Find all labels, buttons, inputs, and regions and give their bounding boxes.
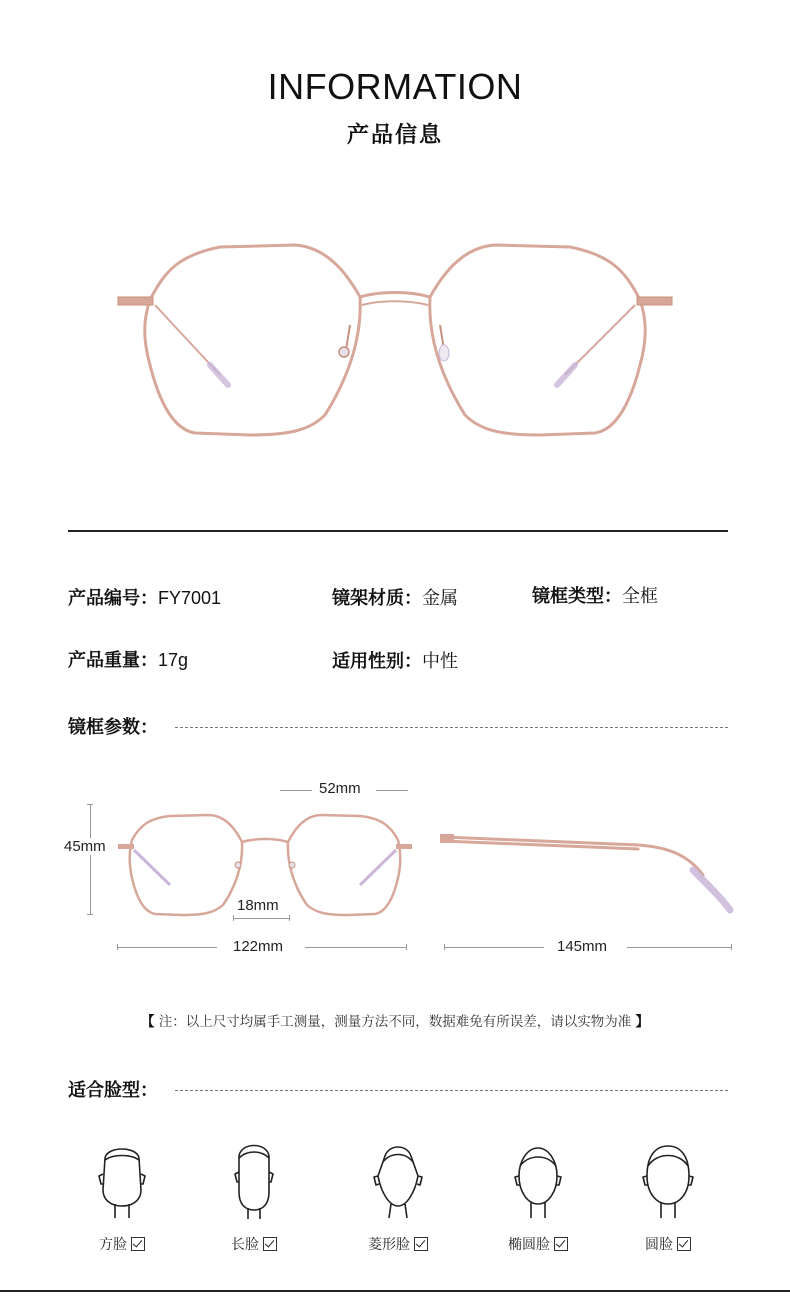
dim-tick [87,914,93,915]
checkbox-checked[interactable] [263,1237,277,1251]
face-item-oval [478,1140,598,1254]
dim-line [90,804,91,914]
spec-value: 中性 [422,651,458,671]
spec-value: 金属 [422,588,458,608]
glasses-product-image [110,225,680,455]
dim-tick [406,944,407,950]
spec-value: FY7001 [158,588,222,608]
spec-label: 镜架材质： [332,588,422,609]
dim-bridge: 18mm [237,897,279,914]
face-item-long [194,1140,314,1254]
dim-line [305,947,406,948]
spec-value: 17g [158,650,189,670]
note-bracket-close: 】 [635,1014,650,1030]
spec-weight [68,646,188,672]
spec-label: 产品重量： [68,650,158,671]
note-text: 注：以上尺寸均属手工测量，测量方法不同，数据难免有所误差，请以实物为准 [154,1014,636,1030]
measurement-note [0,1010,790,1030]
face-item-square [62,1140,182,1254]
dim-line [627,947,731,948]
oval-face-icon [503,1140,573,1220]
spec-label: 适用性别： [332,651,422,672]
face-shape-heading: 适合脸型： [68,1080,158,1101]
checkbox-checked[interactable] [677,1237,691,1251]
note-bracket-open: 【 [140,1014,155,1030]
checkbox-checked[interactable] [131,1237,145,1251]
dim-line [376,790,408,791]
checkbox-checked[interactable] [414,1237,428,1251]
long-face-icon [219,1140,289,1220]
spec-frame-material [332,584,458,610]
spec-label: 产品编号： [68,588,158,609]
dim-line [444,947,544,948]
dim-tick [289,915,290,921]
glasses-side-diagram [438,825,738,925]
face-item-diamond [338,1140,458,1254]
dim-tick [444,944,445,950]
bottom-divider [0,1290,790,1292]
spec-frame-type [532,582,658,608]
dim-line [280,790,312,791]
dim-lens-width: 52mm [319,780,361,797]
dashed-divider [175,727,728,728]
face-label: 菱形脸 [368,1237,410,1253]
dim-tick [87,804,93,805]
face-label: 椭圆脸 [508,1237,550,1253]
frame-params-heading: 镜框参数： [68,717,158,738]
spec-value: 全框 [622,586,658,606]
checkbox-checked[interactable] [554,1237,568,1251]
face-label: 圆脸 [645,1237,673,1253]
spec-product-no [68,584,221,610]
dim-tick [731,944,732,950]
dim-temple-length: 145mm [557,938,608,955]
spec-label: 镜框类型： [532,586,622,607]
dim-lens-height: 45mm [64,838,106,855]
dim-line [117,947,217,948]
spec-gender [332,647,458,673]
section-divider [68,530,728,532]
dim-tick [117,944,118,950]
square-face-icon [87,1140,157,1220]
round-face-icon [633,1140,703,1220]
dim-total-width: 122mm [233,938,284,955]
dim-tick [233,915,234,921]
diamond-face-icon [363,1140,433,1220]
face-label: 长脸 [231,1237,259,1253]
dashed-divider [175,1090,728,1091]
dim-line [233,918,289,919]
face-label: 方脸 [99,1237,127,1253]
face-item-round [608,1140,728,1254]
page-title-en: INFORMATION [267,66,523,107]
page-title-cn: 产品信息 [346,123,443,148]
